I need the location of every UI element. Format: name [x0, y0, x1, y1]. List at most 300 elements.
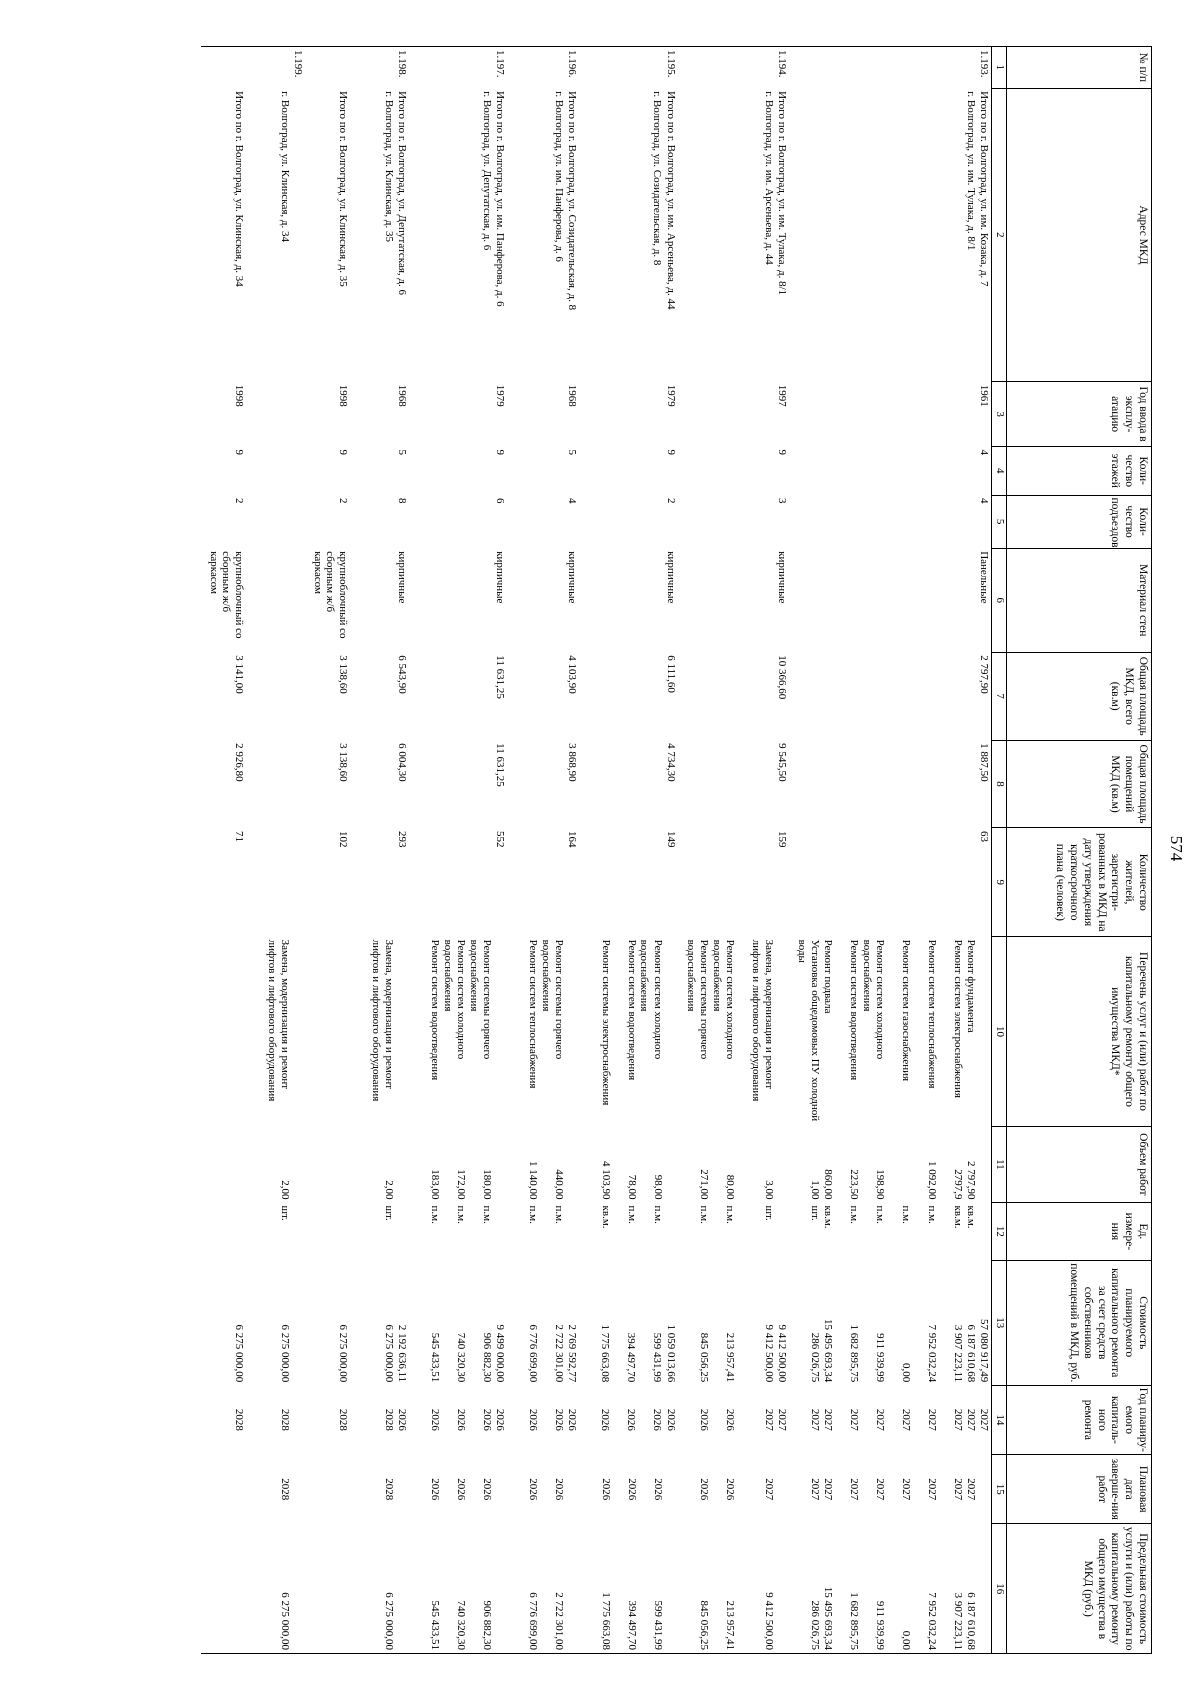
sum-limit-blank — [395, 1527, 408, 1650]
residents-cell — [409, 828, 507, 937]
area-rooms: 3 868,90 — [566, 743, 579, 782]
sum-limit-blank — [977, 1527, 990, 1650]
column-number: 2 — [992, 88, 1007, 382]
work-limit: 6 275 000,00 — [278, 1592, 291, 1650]
table-row — [409, 47, 507, 1654]
walls-cell — [678, 548, 789, 652]
work-cost: 2 722 301,00 — [553, 1324, 566, 1383]
entrances: 3 — [775, 498, 788, 504]
year-cell — [305, 382, 350, 447]
work-limit: 911 939,99 — [874, 1600, 886, 1650]
total-label — [291, 91, 304, 379]
work-name: Ремонт системы электроснабжения — [599, 939, 612, 1106]
column-header: Коли-чество этажей — [1007, 446, 1152, 495]
area-total-cell — [201, 652, 246, 740]
walls: Панельные — [978, 551, 990, 604]
works-cell — [507, 937, 579, 1127]
address — [323, 91, 336, 379]
works-blank — [291, 940, 304, 1124]
entrances: 4 — [978, 498, 990, 504]
work-limit: 9 412 500,00 — [762, 1592, 775, 1650]
entrances: 2 — [664, 498, 677, 504]
floors-cell — [678, 446, 789, 495]
work-name: Ремонт систем теплоснабжения — [926, 939, 938, 1089]
work-volume: 2 797,90 — [965, 1161, 977, 1200]
floors: 9 — [664, 449, 677, 455]
address-cell — [246, 88, 305, 382]
work-date: 2027 — [822, 1478, 834, 1501]
work-limit: 545 433,51 — [429, 1600, 442, 1650]
work-unit: п.м. — [848, 1205, 860, 1224]
work-name: Ремонт систем теплоснабжения — [527, 939, 540, 1089]
area-total-cell — [678, 652, 789, 740]
sum-limit-blank — [664, 1527, 677, 1650]
column-header: Год планиру-емого капиталь-ного ремонта — [1007, 1385, 1152, 1454]
cost-cell — [678, 1260, 789, 1385]
address-cell — [201, 88, 246, 382]
work-cost: 6 275 000,00 — [278, 1324, 291, 1383]
walls-cell — [305, 548, 350, 652]
limit-cost-cell — [579, 1524, 677, 1654]
table-row — [201, 47, 246, 1654]
year-cell — [350, 382, 409, 447]
unit-blank — [232, 1206, 245, 1258]
row-number-cell — [246, 47, 305, 89]
works-cell — [678, 937, 789, 1127]
walls: кирпичные — [396, 551, 409, 604]
column-header: Ед. измере-ния — [1007, 1203, 1152, 1261]
floors-cell — [201, 446, 246, 495]
area-rooms: 6 004,30 — [396, 743, 409, 782]
sum-limit-blank — [336, 1527, 349, 1650]
sum-date-blank — [493, 1458, 506, 1521]
works-blank — [977, 940, 990, 1124]
work-unit: шт. — [278, 1205, 291, 1221]
column-header: Количество жителей, зарегистри-рованных в МКД на дату утверждения краткосрочного плана (человек) — [1007, 828, 1152, 937]
sum-cost: 1 059 013,66 — [664, 1324, 677, 1383]
work-cost: 286 026,75 — [808, 1332, 821, 1383]
column-header: Общая площадь МКД, всего (кв.м) — [1007, 652, 1152, 740]
work-limit: 3 907 223,11 — [952, 1592, 964, 1650]
sum-limit-blank — [493, 1527, 506, 1650]
page-number: 574 — [1167, 835, 1186, 862]
address: г. Волгоград, ул. Созидательская, д. 8 — [651, 91, 664, 266]
walls: кирпичные — [494, 551, 507, 604]
repair-year-cell — [350, 1385, 409, 1454]
work-date: 2028 — [383, 1478, 396, 1501]
work-limit: 906 882,30 — [481, 1600, 494, 1650]
unit-blank — [565, 1206, 578, 1258]
row-number — [336, 50, 349, 85]
work-limit: 394 497,70 — [625, 1600, 638, 1650]
limit-cost-cell — [678, 1524, 789, 1654]
work-unit: п.м. — [900, 1205, 912, 1224]
entrances-cell — [579, 495, 677, 548]
row-number: 1.194. — [775, 50, 788, 78]
work-unit: шт. — [383, 1205, 396, 1221]
work-year: 2026 — [429, 1408, 442, 1431]
volume-blank — [395, 1129, 408, 1199]
total-label: Итого по г. Волгоград, ул. им. Арсеньева, д. 44 — [664, 91, 677, 310]
works-cell — [579, 937, 677, 1127]
row-number: 1.197. — [494, 50, 507, 78]
completion-date-cell — [579, 1455, 677, 1524]
unit-blank — [291, 1206, 304, 1258]
unit-cell — [201, 1203, 246, 1261]
work-year: 2028 — [278, 1408, 291, 1431]
sum-date-blank — [664, 1458, 677, 1521]
residents: 102 — [336, 830, 349, 848]
work-cost: 6 275 000,00 — [382, 1324, 395, 1383]
volume-blank — [565, 1129, 578, 1199]
work-date: 2026 — [553, 1478, 566, 1501]
work-year: 2026 — [527, 1408, 540, 1431]
work-name: Замена, модернизация и ремонт лифтов и лифтового оборудования — [369, 939, 396, 1102]
sum-cost: 6 275 000,00 — [232, 1324, 245, 1383]
works-cell — [350, 937, 409, 1127]
repair-plan-table — [201, 46, 1152, 1654]
completion-date-cell — [246, 1455, 305, 1524]
repair-year-cell — [678, 1385, 789, 1454]
work-year: 2026 — [599, 1408, 612, 1431]
residents-cell — [789, 828, 992, 937]
work-year: 2027 — [762, 1408, 775, 1431]
residents-cell — [579, 828, 677, 937]
column-header: Материал стен — [1007, 548, 1152, 652]
sum-cost: 57 080 917,49 — [978, 1318, 990, 1383]
work-unit: шт. — [809, 1205, 821, 1221]
sum-year: 2026 — [566, 1408, 579, 1431]
column-number: 10 — [992, 937, 1007, 1127]
column-number: 12 — [992, 1203, 1007, 1261]
year: 1998 — [336, 384, 349, 407]
limit-cost-cell — [201, 1524, 246, 1654]
cost-cell — [579, 1260, 677, 1385]
work-limit: 740 320,30 — [455, 1600, 468, 1650]
year-cell — [201, 382, 246, 447]
entrances: 8 — [396, 498, 409, 504]
volume-blank — [291, 1129, 304, 1199]
completion-date-cell — [789, 1455, 992, 1524]
unit-cell — [305, 1203, 350, 1261]
year: 1961 — [978, 384, 990, 407]
cost-cell — [305, 1260, 350, 1385]
work-unit: п.м. — [874, 1205, 886, 1224]
residents: 159 — [775, 830, 788, 848]
residents: 164 — [566, 830, 579, 848]
table-row — [246, 47, 305, 1654]
area-rooms-cell — [507, 740, 579, 828]
repair-year-cell — [409, 1385, 507, 1454]
completion-date-cell — [201, 1455, 246, 1524]
area-rooms-cell — [350, 740, 409, 828]
column-header: Объем работ — [1007, 1126, 1152, 1202]
row-number: 1.195. — [664, 50, 677, 78]
sum-date-blank — [775, 1458, 788, 1521]
work-name: Ремонт систем электроснабжения — [952, 939, 964, 1098]
work-year: 2026 — [651, 1408, 664, 1431]
area-rooms: 9 545,50 — [775, 743, 788, 782]
repair-year-cell — [246, 1385, 305, 1454]
unit-cell — [409, 1203, 507, 1261]
floors: 5 — [396, 449, 409, 455]
column-header: Общая площадь помещений МКД (кв.м) — [1007, 740, 1152, 828]
floors: 9 — [336, 449, 349, 455]
work-limit: 1 682 895,75 — [848, 1592, 860, 1650]
work-date: 2027 — [926, 1478, 938, 1501]
works-blank — [336, 940, 349, 1124]
row-number-cell — [579, 47, 677, 89]
volume-cell — [507, 1126, 579, 1202]
work-date: 2028 — [278, 1478, 291, 1501]
area-total: 2 797,90 — [978, 655, 990, 694]
work-name: Ремонт фундамента — [965, 939, 977, 1033]
cost-cell — [409, 1260, 507, 1385]
column-header: Предельная стоимость услуги и (или) работы по капитальному ремонту общего имущества в МКД (руб.) — [1007, 1524, 1152, 1654]
volume-blank — [336, 1129, 349, 1199]
area-rooms-cell — [678, 740, 789, 828]
repair-year-cell — [789, 1385, 992, 1454]
unit-blank — [493, 1206, 506, 1258]
area-total-cell — [579, 652, 677, 740]
work-year: 2026 — [553, 1408, 566, 1431]
table-row — [789, 47, 992, 1654]
work-date: 2027 — [848, 1478, 860, 1501]
work-volume: 1 140,00 — [527, 1161, 540, 1200]
area-rooms: 11 631,25 — [494, 743, 507, 787]
entrances: 2 — [232, 498, 245, 504]
repair-year-cell — [507, 1385, 579, 1454]
address-cell — [579, 88, 677, 382]
completion-date-cell — [678, 1455, 789, 1524]
work-date: 2027 — [900, 1478, 912, 1501]
area-total-cell — [350, 652, 409, 740]
table-row — [507, 47, 579, 1654]
total-label: Итого по г. Волгоград, ул. им. Тулака, д. 8/1 — [775, 91, 788, 296]
unit-cell — [678, 1203, 789, 1261]
work-cost: 9 412 500,00 — [762, 1324, 775, 1383]
work-name: Ремонт систем холодного водоснабжения — [442, 939, 468, 1060]
sum-limit-blank — [775, 1527, 788, 1650]
year: 1998 — [232, 384, 245, 407]
volume-cell — [579, 1126, 677, 1202]
limit-cost-cell — [305, 1524, 350, 1654]
work-unit: п.м. — [429, 1205, 442, 1224]
address: г. Волгоград, ул. Клинская, д. 34 — [278, 91, 291, 242]
residents-cell — [305, 828, 350, 937]
entrances: 2 — [336, 498, 349, 504]
area-total-cell — [789, 652, 992, 740]
work-year: 2026 — [723, 1408, 736, 1431]
work-date: 2026 — [723, 1478, 736, 1501]
work-cost: 906 882,30 — [481, 1332, 494, 1383]
total-label: Итого по г. Волгоград, ул. Депутатская, д. 6 — [396, 91, 409, 296]
column-number: 1 — [992, 47, 1007, 89]
floors-cell — [409, 446, 507, 495]
year-cell — [246, 382, 305, 447]
sum-year: 2026 — [396, 1408, 409, 1431]
work-year: 2027 — [821, 1408, 834, 1431]
work-date: 2027 — [809, 1478, 821, 1501]
volume-cell — [201, 1126, 246, 1202]
floors-cell — [789, 446, 992, 495]
work-volume: 180,00 — [481, 1169, 494, 1200]
table-row — [305, 47, 350, 1654]
walls-cell — [246, 548, 305, 652]
cost-cell — [350, 1260, 409, 1385]
row-number: 1.193. — [978, 50, 990, 78]
work-date: 2027 — [874, 1478, 886, 1501]
area-total: 10 366,60 — [775, 655, 788, 700]
sum-year: 2028 — [336, 1408, 349, 1431]
table-row — [678, 47, 789, 1654]
address-cell — [350, 88, 409, 382]
work-name: Замена, модернизация и ремонт лифтов и лифтового оборудования — [749, 939, 775, 1102]
work-unit: кв.м. — [965, 1205, 977, 1229]
unit-cell — [350, 1203, 409, 1261]
floors-cell — [305, 446, 350, 495]
works-cell — [789, 937, 992, 1127]
walls: кирпичные — [775, 551, 788, 604]
volume-blank — [775, 1129, 788, 1199]
work-unit: п.м. — [527, 1205, 540, 1224]
column-number: 3 — [992, 382, 1007, 447]
volume-cell — [305, 1126, 350, 1202]
repair-year-cell — [579, 1385, 677, 1454]
entrances: 4 — [566, 498, 579, 504]
row-number: 1.198. — [396, 50, 409, 78]
year: 1997 — [775, 384, 788, 407]
total-label: Итого по г. Волгоград, ул. им. Козака, д. 7 — [978, 91, 990, 287]
work-unit: п.м. — [697, 1205, 710, 1224]
work-limit: 213 957,41 — [723, 1600, 736, 1650]
works-blank — [664, 940, 677, 1124]
work-year: 2026 — [697, 1408, 710, 1431]
work-cost: 15 495 693,34 — [821, 1318, 834, 1383]
work-volume: 2,00 — [383, 1180, 396, 1200]
address: г. Волгоград, ул. им. Панферова, д. 6 — [553, 91, 566, 262]
area-rooms: 1 887,50 — [978, 743, 990, 782]
area-rooms-cell — [305, 740, 350, 828]
entrances-cell — [409, 495, 507, 548]
area-rooms: 3 138,60 — [336, 743, 349, 782]
work-unit: п.м. — [723, 1205, 736, 1224]
row-number: 1.199. — [291, 50, 304, 78]
total-label: Итого по г. Волгоград, ул. Созидательская, д. 8 — [566, 91, 579, 311]
floors: 9 — [775, 449, 788, 455]
column-number: 16 — [992, 1524, 1007, 1654]
volume-blank — [977, 1129, 990, 1199]
floors-cell — [350, 446, 409, 495]
work-date: 2027 — [762, 1478, 775, 1501]
work-limit: 286 026,75 — [809, 1600, 821, 1650]
walls: кирпичные — [566, 551, 579, 604]
work-cost: 7 952 032,24 — [925, 1324, 938, 1383]
repair-year-cell — [305, 1385, 350, 1454]
works-cell — [201, 937, 246, 1127]
entrances-cell — [305, 495, 350, 548]
column-number: 5 — [992, 495, 1007, 548]
works-blank — [493, 940, 506, 1124]
sum-cost: 2 192 636,11 — [396, 1324, 409, 1383]
column-number: 6 — [992, 548, 1007, 652]
residents: 63 — [978, 830, 990, 842]
walls-cell — [579, 548, 677, 652]
work-cost: 6 776 699,00 — [527, 1324, 540, 1383]
area-rooms: 2 926,80 — [232, 743, 245, 782]
residents-cell — [201, 828, 246, 937]
walls-cell — [507, 548, 579, 652]
work-limit: 1 775 663,08 — [599, 1592, 612, 1650]
entrances-cell — [789, 495, 992, 548]
row-number-cell — [305, 47, 350, 89]
work-cost: 6 187 610,68 — [964, 1324, 977, 1383]
limit-cost-cell — [350, 1524, 409, 1654]
work-year: 2027 — [847, 1408, 860, 1431]
sum-date-blank — [291, 1458, 304, 1521]
volume-cell — [789, 1126, 992, 1202]
sum-date-blank — [336, 1458, 349, 1521]
address: г. Волгоград, ул. Клинская, д. 35 — [382, 91, 395, 242]
header-row — [1007, 47, 1152, 1654]
work-unit: п.м. — [926, 1205, 938, 1224]
sum-date-blank — [395, 1458, 408, 1521]
work-volume: 1,00 — [809, 1180, 821, 1200]
works-blank — [395, 940, 408, 1124]
sum-date-blank — [232, 1458, 245, 1521]
work-cost: 0,00 — [899, 1362, 912, 1383]
column-header: Адрес МКД — [1007, 88, 1152, 382]
year-cell — [507, 382, 579, 447]
floors: 5 — [566, 449, 579, 455]
area-total: 6 543,90 — [396, 655, 409, 694]
work-volume: 440,00 — [553, 1169, 566, 1200]
work-name: Ремонт систем холодного водоснабжения — [860, 939, 886, 1060]
completion-date-cell — [350, 1455, 409, 1524]
work-date: 2026 — [651, 1478, 664, 1501]
total-label: Итого по г. Волгоград, ул. Клинская, д. 35 — [336, 91, 349, 287]
work-volume: 1 092,00 — [926, 1161, 938, 1200]
sum-cost: 9 499 000,00 — [494, 1324, 507, 1383]
area-total-cell — [305, 652, 350, 740]
floors-cell — [579, 446, 677, 495]
work-name: Ремонт систем водоотведения — [429, 939, 442, 1081]
walls-cell — [201, 548, 246, 652]
unit-cell — [579, 1203, 677, 1261]
works-cell — [409, 937, 507, 1127]
work-limit: 15 495 693,34 — [822, 1586, 834, 1650]
column-number: 9 — [992, 828, 1007, 937]
work-cost: 394 497,70 — [625, 1332, 638, 1383]
work-name: Ремонт системы горячего водоснабжения — [684, 939, 710, 1060]
year: 1968 — [566, 384, 579, 407]
sum-year — [291, 1388, 304, 1451]
total-label: Итого по г. Волгоград, ул. им. Панферова, д. 6 — [494, 91, 507, 307]
work-limit: 6 275 000,00 — [383, 1592, 396, 1650]
work-date: 2026 — [697, 1478, 710, 1501]
sum-year: 2027 — [978, 1408, 990, 1431]
total-label: Итого по г. Волгоград, ул. Клинская, д. 34 — [232, 91, 245, 287]
work-year: 2027 — [925, 1408, 938, 1431]
row-number: 1.196. — [566, 50, 579, 78]
year: 1968 — [396, 384, 409, 407]
walls: крупноблочный со сборным ж/б каркасом — [311, 551, 349, 639]
work-volume: 78,00 — [625, 1174, 638, 1200]
entrances-cell — [246, 495, 305, 548]
works-blank — [775, 940, 788, 1124]
address: г. Волгоград, ул. Депутатская, д. 6 — [481, 91, 494, 251]
entrances-cell — [507, 495, 579, 548]
